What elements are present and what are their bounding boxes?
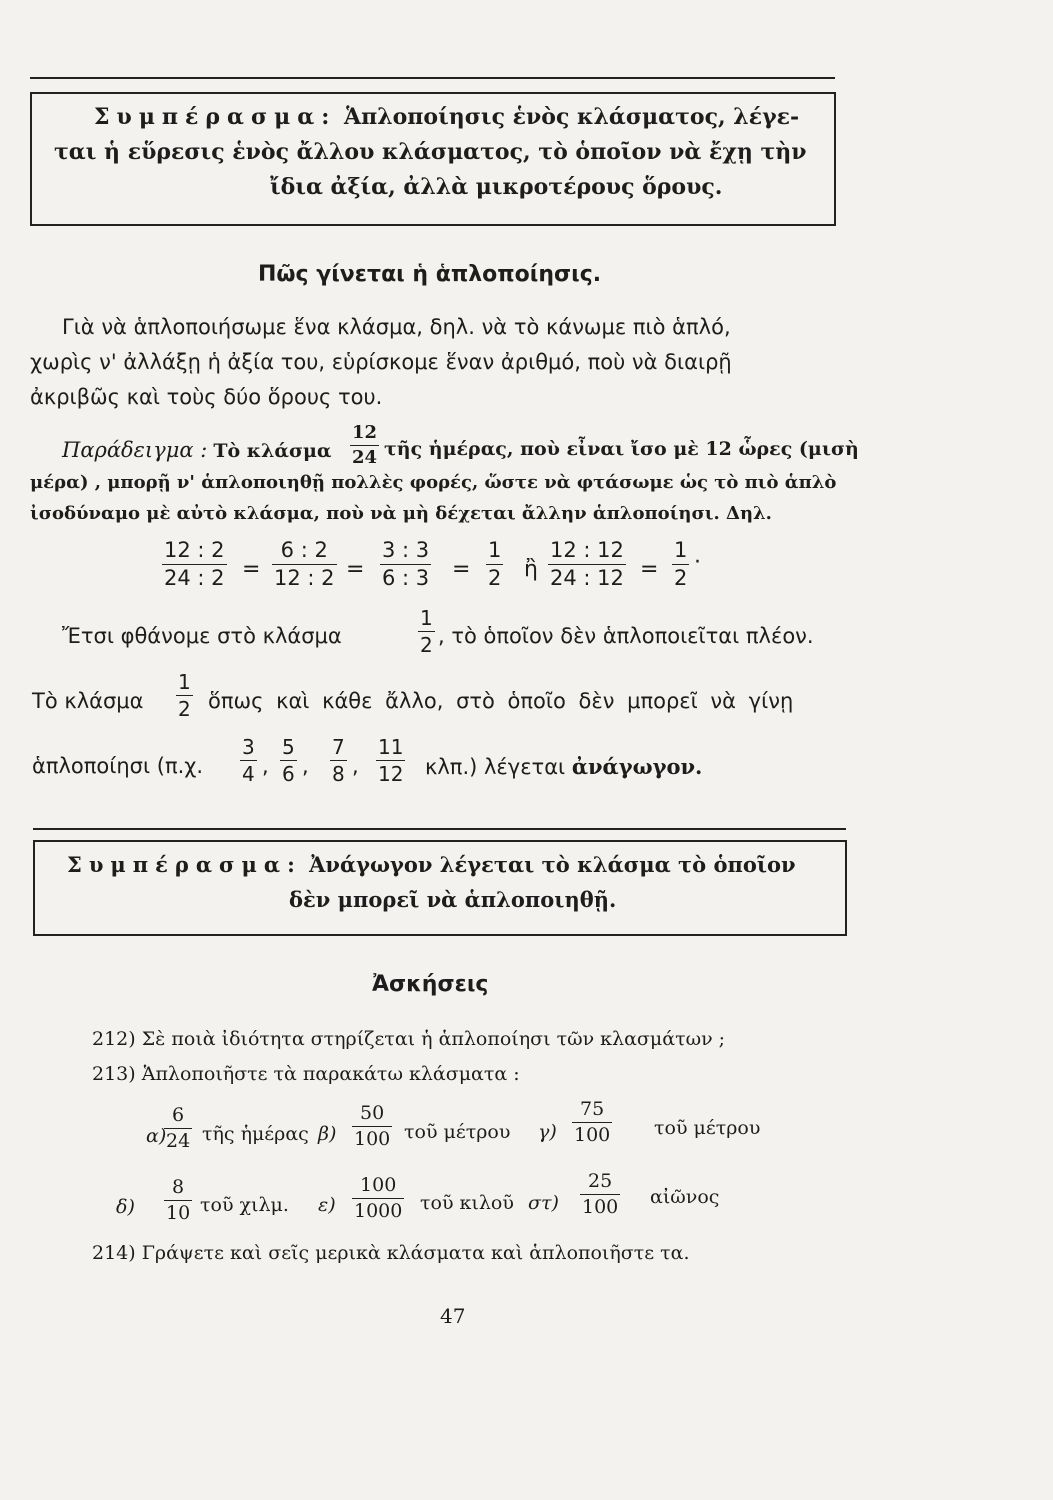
eq-f2-num: 6 : 2 <box>280 538 328 562</box>
fraction-bar <box>272 564 337 565</box>
item-a-unit: τῆς ἡμέρας <box>202 1123 309 1145</box>
reach-den: 2 <box>420 633 433 657</box>
conclusion2-label: Συμπέρασμα: <box>67 852 302 877</box>
item-c-den: 100 <box>574 1124 611 1146</box>
irreducible-example-1 <box>240 737 257 784</box>
ex2-den: 6 <box>282 762 295 786</box>
irreducible-fraction <box>176 672 193 719</box>
item-d-label: δ) <box>116 1196 135 1218</box>
fraction-bar <box>672 564 689 565</box>
item-b-den: 100 <box>354 1128 391 1150</box>
fraction-bar <box>176 695 193 696</box>
eq-fraction-4 <box>486 540 503 589</box>
conclusion-box-1 <box>30 92 836 226</box>
irreducible-line2-start: ἁπλοποίησι (π.χ. <box>32 754 204 778</box>
example-line2: μέρα) , μπορῇ ν' ἁπλοποιηθῇ πολλὲς φορές, ὥστε νὰ φτάσωμε ὡς τὸ πιὸ ἁπλὸ <box>30 472 837 493</box>
box1-top-rule <box>30 77 835 79</box>
eq-f5-den: 24 : 12 <box>550 566 624 590</box>
eq-f6-num: 1 <box>674 538 688 562</box>
fraction-bar <box>376 760 405 761</box>
eq-f6-den: 2 <box>674 566 688 590</box>
box2-top-rule <box>33 828 846 830</box>
intro-line3: ἀκριβῶς καὶ τοὺς δύο ὅρους του. <box>30 385 383 409</box>
eq-sign-1: = <box>242 557 261 582</box>
eq-fraction-1 <box>162 540 227 589</box>
example-fraction <box>350 424 379 467</box>
reach-fraction <box>418 608 435 655</box>
conclusion1-line3: ἴδια ἀξία, ἀλλὰ μικροτέρους ὅρους. <box>270 174 723 200</box>
irreducible-term: ἀνάγωγον. <box>571 754 703 779</box>
eq-sign-4: = <box>640 557 659 582</box>
item-d-fraction <box>164 1178 192 1223</box>
exercises-title: Ἀσκήσεις <box>372 972 489 997</box>
eq-f1-den: 24 : 2 <box>164 566 225 590</box>
eq-fraction-5 <box>548 540 626 589</box>
example-label: Παράδειγμα : <box>62 438 208 462</box>
item-d-unit: τοῦ χιλμ. <box>200 1194 289 1216</box>
conclusion1-text1: Ἁπλοποίησις ἑνὸς κλάσματος, λέγε- <box>344 104 800 130</box>
ex4-den: 12 <box>378 762 404 786</box>
eq-f4-num: 1 <box>488 538 502 562</box>
item-f-unit: αἰῶνος <box>650 1186 720 1208</box>
item-c-fraction <box>572 1100 612 1145</box>
ex3-num: 7 <box>332 735 345 759</box>
exercise-214: 214) Γράψετε καὶ σεῖς μερικὰ κλάσματα καὶ ἁπλοποιῆστε τα. <box>92 1242 690 1264</box>
irreducible-num: 1 <box>178 670 191 694</box>
item-e-label: ε) <box>318 1194 336 1216</box>
irreducible-text2: ὅπως καὶ κάθε ἄλλο, στὸ ὁποῖο δὲν μπορεῖ νὰ γίνῃ <box>208 689 794 713</box>
item-c-num: 75 <box>580 1098 605 1120</box>
fraction-bar <box>164 1200 192 1201</box>
ex1-den: 4 <box>242 762 255 786</box>
section-title: Πῶς γίνεται ἡ ἁπλοποίησις. <box>258 262 602 287</box>
conclusion1-label: Συμπέρασμα: <box>94 104 337 130</box>
item-c-unit: τοῦ μέτρου <box>654 1117 761 1139</box>
conclusion-box-2 <box>33 840 847 936</box>
example-frac-num: 12 <box>352 422 378 443</box>
irreducible-line2-end <box>425 754 702 779</box>
item-f-num: 25 <box>588 1170 613 1192</box>
fraction-bar <box>164 1128 192 1129</box>
intro-line2: χωρὶς ν' ἀλλάξῃ ἡ ἀξία του, εὑρίσκομε ἕναν ἀριθμό, ποὺ νὰ διαιρῇ <box>30 350 732 374</box>
conclusion2-text1: Ἀνάγωγον λέγεται τὸ κλάσμα τὸ ὁποῖον <box>309 852 796 877</box>
example-lead: Τὸ κλάσμα <box>213 440 332 462</box>
item-a-label: α) <box>146 1125 167 1147</box>
item-f-label: στ) <box>528 1192 559 1214</box>
item-b-fraction <box>352 1104 392 1149</box>
eq-f2-den: 12 : 2 <box>274 566 335 590</box>
eq-fraction-2 <box>272 540 337 589</box>
item-e-unit: τοῦ κιλοῦ <box>420 1192 514 1214</box>
conclusion2-line2: δὲν μπορεῖ νὰ ἁπλοποιηθῇ. <box>289 887 617 912</box>
example-line1 <box>62 438 332 462</box>
item-b-label: β) <box>318 1123 337 1145</box>
eq-fraction-6 <box>672 540 689 589</box>
conclusion1-line2: ται ἡ εὕρεσις ἑνὸς ἄλλου κλάσματος, τὸ ὁποῖον νὰ ἔχῃ τὴν <box>54 139 807 165</box>
fraction-bar <box>352 1126 392 1127</box>
fraction-bar <box>350 445 379 446</box>
reach-num: 1 <box>420 606 433 630</box>
conclusion1-line1 <box>94 104 799 130</box>
irreducible-den: 2 <box>178 697 191 721</box>
irreducible-example-2 <box>280 737 297 784</box>
item-a-fraction <box>164 1106 192 1151</box>
fraction-bar <box>330 760 347 761</box>
example-line3: ἰσοδύναμο μὲ αὐτὸ κλάσμα, ποὺ νὰ μὴ δέχεται ἄλλην ἁπλοποίησι. Δηλ. <box>30 503 772 524</box>
item-a-num: 6 <box>172 1104 185 1126</box>
eq-end-dot: · <box>694 550 701 575</box>
item-a-den: 24 <box>166 1130 191 1152</box>
irreducible-example-4 <box>376 737 405 784</box>
intro-line1: Γιὰ νὰ ἁπλοποιήσωμε ἕνα κλάσμα, δηλ. νὰ τὸ κάνωμε πιὸ ἁπλό, <box>62 315 731 339</box>
irreducible-line2-text: κλπ.) λέγεται <box>425 755 566 779</box>
eq-f5-num: 12 : 12 <box>550 538 624 562</box>
conclusion2-line1 <box>67 852 796 877</box>
item-c-label: γ) <box>538 1121 557 1143</box>
fraction-bar <box>240 760 257 761</box>
ex-comma-3: , <box>352 754 359 778</box>
item-f-fraction <box>580 1172 620 1217</box>
fraction-bar <box>572 1122 612 1123</box>
page-number: 47 <box>440 1304 466 1328</box>
ex-comma-2: , <box>302 754 309 778</box>
item-f-den: 100 <box>582 1196 619 1218</box>
irreducible-example-3 <box>330 737 347 784</box>
fraction-bar <box>580 1194 620 1195</box>
ex-comma-1: , <box>262 754 269 778</box>
item-d-num: 8 <box>172 1176 185 1198</box>
item-b-unit: τοῦ μέτρου <box>404 1121 511 1143</box>
fraction-bar <box>418 631 435 632</box>
eq-f1-num: 12 : 2 <box>164 538 225 562</box>
example-frac-den: 24 <box>352 447 378 468</box>
reach-text1: Ἔτσι φθάνομε στὸ κλάσμα <box>62 624 342 648</box>
eq-sign-3: = <box>452 557 471 582</box>
fraction-bar <box>280 760 297 761</box>
ex4-num: 11 <box>378 735 404 759</box>
item-e-fraction <box>352 1176 404 1221</box>
item-e-den: 1000 <box>354 1200 403 1222</box>
ex2-num: 5 <box>282 735 295 759</box>
eq-or: ἢ <box>524 557 538 582</box>
ex3-den: 8 <box>332 762 345 786</box>
eq-f3-den: 6 : 3 <box>382 566 430 590</box>
fraction-bar <box>162 564 227 565</box>
reach-text2: , τὸ ὁποῖον δὲν ἁπλοποιεῖται πλέον. <box>438 624 814 648</box>
irreducible-text1: Τὸ κλάσμα <box>32 689 144 713</box>
fraction-bar <box>380 564 431 565</box>
eq-fraction-3 <box>380 540 431 589</box>
fraction-bar <box>352 1198 404 1199</box>
exercise-212: 212) Σὲ ποιὰ ἰδιότητα στηρίζεται ἡ ἁπλοποίησι τῶν κλασμάτων ; <box>92 1028 726 1050</box>
item-e-num: 100 <box>360 1174 397 1196</box>
ex1-num: 3 <box>242 735 255 759</box>
example-rest1: τῆς ἡμέρας, ποὺ εἶναι ἴσο μὲ 12 ὧρες (μισὴ <box>384 438 859 460</box>
item-b-num: 50 <box>360 1102 385 1124</box>
item-d-den: 10 <box>166 1202 191 1224</box>
fraction-bar <box>486 564 503 565</box>
eq-f3-num: 3 : 3 <box>382 538 430 562</box>
eq-f4-den: 2 <box>488 566 502 590</box>
exercise-213: 213) Ἁπλοποιῆστε τὰ παρακάτω κλάσματα : <box>92 1063 520 1085</box>
fraction-bar <box>548 564 626 565</box>
eq-sign-2: = <box>346 557 365 582</box>
